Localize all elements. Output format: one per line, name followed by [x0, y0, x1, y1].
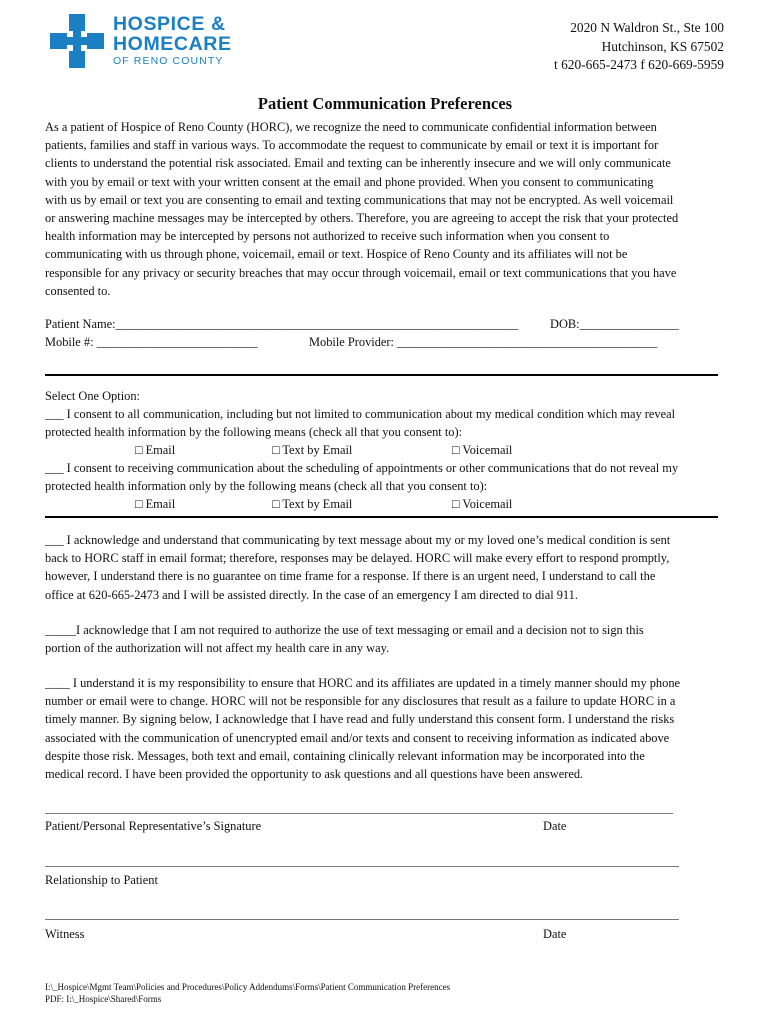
intro-line: with us by email or text you are consenting to email and texting communications that may not be encrypted. As well voicemail [45, 192, 674, 207]
acknowledgement-not-required [45, 621, 725, 657]
footer-paths [45, 981, 450, 1005]
intro-line: or answering machine messages may be intercepted by others. Therefore, you are agreeing to accept the risk that your protected [45, 211, 679, 226]
address-city: Hutchinson, KS 67502 [601, 38, 724, 54]
dob-field[interactable] [550, 315, 679, 333]
mobile-provider-label: Mobile Provider: [309, 335, 395, 349]
ack-line: portion of the authorization will not affect my health care in any way. [45, 641, 390, 656]
mobile-provider-line[interactable]: __________________________________________ [397, 335, 658, 349]
relationship-label: Relationship to Patient [45, 873, 158, 887]
ack-line: number or email were to change. HORC will not be responsible for any disclosures that result as a failure to update HORC in a [45, 694, 676, 709]
signature-label: Patient/Personal Representative’s Signature [45, 819, 262, 833]
dob-label: DOB: [550, 317, 580, 331]
section-divider [45, 516, 718, 518]
option-2-text-checkbox[interactable]: □ Text by Email [272, 497, 353, 511]
option-2-line: protected health information only by the following means (check all that you consent to): [45, 479, 488, 494]
option-2-line: ___ I consent to receiving communication about the scheduling of appointments or other communications that do not reveal my [45, 461, 679, 475]
mobile-field[interactable] [45, 333, 258, 351]
acknowledgement-responsibility [45, 674, 725, 783]
ack-line: ___ I acknowledge and understand that communicating by text message about my or my loved one’s medical condition is sent [45, 533, 671, 547]
section-divider [45, 374, 718, 376]
address-block [554, 19, 724, 75]
option-1[interactable] [45, 405, 725, 441]
ack-line: _____I acknowledge that I am not required to authorize the use of text messaging or email and a decision not to sign this [45, 623, 644, 637]
patient-name-field[interactable] [45, 315, 518, 333]
options-heading: Select One Option: [45, 389, 140, 403]
address-street: 2020 N Waldron St., Ste 100 [570, 20, 724, 35]
intro-line: communicating with us through phone, voicemail, email or text. Hospice of Reno County and its affiliates will not be [45, 247, 628, 262]
logo-line-2: HOMECARE [113, 33, 232, 55]
ack-line: office at 620-665-2473 and I will be assisted directly. In the case of an emergency I am directed to dial 911. [45, 587, 578, 602]
option-1-line: ___ I consent to all communication, including but not limited to communication about my medical condition which may reveal [45, 407, 676, 421]
logo-wordmark [113, 14, 232, 67]
ack-line: associated with the communication of unencrypted email and/or texts and consent to receiving information as indicated above [45, 730, 670, 745]
dob-line[interactable]: ________________ [579, 317, 679, 331]
intro-line: health information may be intercepted by persons not authorized to receive such information when you consent to [45, 229, 610, 244]
ack-line: medical record. I have been provided the opportunity to ask questions and all questions have been answered. [45, 767, 584, 782]
mobile-line[interactable]: __________________________ [96, 335, 258, 349]
ack-line: ____ I understand it is my responsibility to ensure that HORC and its affiliates are updated in a timely manner should my phone [45, 676, 681, 690]
page-title: Patient Communication Preferences [257, 94, 513, 113]
intro-paragraph [45, 118, 725, 300]
patient-name-label: Patient Name: [45, 317, 116, 331]
relationship-line[interactable] [45, 866, 679, 867]
signature-date-label: Date [543, 819, 567, 833]
witness-line[interactable] [45, 919, 679, 920]
option-1-voicemail-checkbox[interactable]: □ Voicemail [452, 443, 513, 457]
witness-date-label: Date [543, 927, 567, 941]
patient-name-line[interactable]: _________________________________________________________________ [115, 317, 519, 331]
logo-line-1: HOSPICE & [113, 13, 226, 35]
ack-line: back to HORC staff in email format; therefore, responses may be delayed. HORC will make every effort to respond promptly, [45, 551, 670, 566]
option-2[interactable] [45, 459, 725, 495]
mobile-provider-field[interactable] [309, 333, 657, 351]
intro-line: As a patient of Hospice of Reno County (HORC), we recognize the need to communicate confidential information between [45, 120, 657, 134]
ack-line: despite those risk. Messages, both text and email, containing clinically relevant information may be incorporated into the [45, 748, 645, 763]
option-1-line: protected health information by the following means (check all that you consent to): [45, 425, 463, 440]
ack-line: timely manner. By signing below, I acknowledge that I have read and fully understand this consent form. I understand the risks [45, 712, 675, 727]
witness-label: Witness [45, 927, 85, 941]
ack-line: however, I understand there is no guarantee on time frame for a response. If there is an urgent need, I understand to call the [45, 569, 656, 584]
signature-line[interactable] [45, 813, 673, 814]
intro-line: with you by email or text with your written consent at the email and phone provided. When you consent to communicating [45, 174, 654, 189]
intro-line: responsible for any privacy or security breaches that may occur through voicemail, email or text communications that you have [45, 265, 677, 280]
option-2-voicemail-checkbox[interactable]: □ Voicemail [452, 497, 513, 511]
address-phone: t 620-665-2473 f 620-669-5959 [554, 57, 724, 72]
acknowledgement-text-delay [45, 531, 725, 604]
footer-path-line: I:\_Hospice\Mgmt Team\Policies and Procedures\Policy Addendums\Forms\Patient Communication Preferences [45, 982, 451, 992]
option-1-email-checkbox[interactable]: □ Email [135, 443, 176, 457]
mobile-label: Mobile #: [45, 335, 94, 349]
option-1-text-checkbox[interactable]: □ Text by Email [272, 443, 353, 457]
option-2-email-checkbox[interactable]: □ Email [135, 497, 176, 511]
footer-path-line: PDF: I:\_Hospice\Shared\Forms [45, 994, 162, 1004]
logo-icon [50, 14, 104, 68]
intro-line: clients to understand the potential risk associated. Email and texting can be inherently insecure and we will only communicate [45, 156, 671, 171]
logo-line-3: OF RENO COUNTY [113, 55, 224, 67]
intro-line: consented to. [45, 283, 111, 298]
intro-line: patients, families and staff in various ways. To accommodate the request to communicate by email or text it is important for [45, 138, 659, 153]
